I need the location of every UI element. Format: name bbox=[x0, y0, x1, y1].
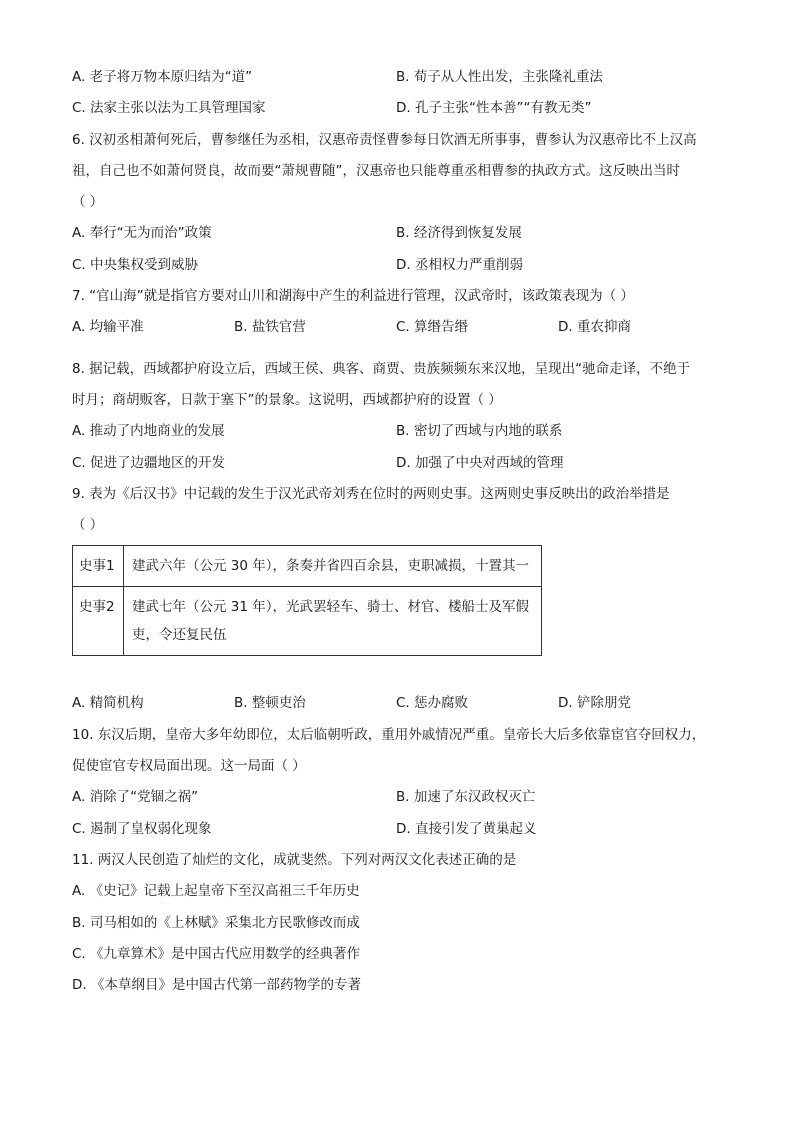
exam-page bbox=[72, 62, 732, 1001]
q6-answer-blank: （ ） bbox=[72, 194, 104, 211]
table-row bbox=[73, 587, 542, 656]
q6-option-a[interactable]: A. 奉行“无为而治”政策 bbox=[72, 225, 212, 242]
q9-option-c[interactable]: C. 惩办腐败 bbox=[396, 695, 469, 712]
q6-option-d[interactable]: D. 丞相权力严重削弱 bbox=[396, 256, 523, 273]
table-row bbox=[73, 546, 542, 587]
q10-stem-line-1: 10. 东汉后期，皇帝大多年幼即位，太后临朝听政，重用外戚情况严重。皇帝长大后多依靠宦官夺回权力， bbox=[72, 726, 706, 743]
q5-option-b[interactable]: B. 荀子从人性出发，主张隆礼重法 bbox=[396, 69, 603, 85]
event-text: 建武七年（公元 31 年），光武罢轻车、骑士、材官、楼船士及军假吏，令还复民伍 bbox=[124, 587, 542, 656]
q10-options-row-2 bbox=[72, 814, 732, 845]
q7-option-c[interactable]: C. 算缗告缗 bbox=[396, 319, 469, 336]
q8-stem-line-2: 时月；商胡贩客，日款于塞下”的景象。这说明，西域都护府的设置（ ） bbox=[72, 391, 502, 408]
q9-option-d[interactable]: D. 铲除朋党 bbox=[558, 695, 631, 712]
q11-option-a[interactable]: A. 《史记》记载上起皇帝下至汉高祖三千年历史 bbox=[72, 883, 360, 900]
q11-option-b[interactable]: B. 司马相如的《上林赋》采集北方民歌修改而成 bbox=[72, 914, 360, 931]
event-text: 建武六年（公元 30 年），条奏并省四百余县，吏职减损，十置其一 bbox=[124, 546, 542, 587]
q6-stem-line-2: 祖，自己也不如萧何贤良，故而要“萧规曹随”，汉惠帝也只能尊重丞相曹参的执政方式。这反映出当时 bbox=[72, 162, 680, 179]
q5-option-c[interactable]: C. 法家主张以法为工具管理国家 bbox=[72, 100, 266, 117]
q10-option-d[interactable]: D. 直接引发了黄巢起义 bbox=[396, 820, 537, 837]
historical-events-table bbox=[72, 545, 542, 656]
event-label: 史事1 bbox=[73, 546, 124, 587]
q5-option-d[interactable]: D. 孔子主张“性本善”“有教无类” bbox=[396, 100, 592, 117]
q6-stem-line-1: 6. 汉初丞相萧何死后，曹参继任为丞相，汉惠帝责怪曹参每日饮酒无所事事，曹参认为汉惠帝比不上汉高 bbox=[72, 131, 697, 148]
event-label: 史事2 bbox=[73, 587, 124, 656]
q11-option-d[interactable]: D. 《本草纲目》是中国古代第一部药物学的专著 bbox=[72, 977, 361, 994]
q9-option-b[interactable]: B. 整顿吏治 bbox=[234, 695, 306, 712]
q10-stem-line-2: 促使宦官专权局面出现。这一局面（ ） bbox=[72, 758, 306, 775]
q7-options-row bbox=[72, 312, 732, 343]
q5-options-row-2 bbox=[72, 93, 732, 124]
q9-option-a[interactable]: A. 精简机构 bbox=[72, 695, 144, 712]
q7-stem: 7. “官山海”就是指官方要对山川和湖海中产生的利益进行管理，汉武帝时，该政策表现为（ ） bbox=[72, 288, 634, 305]
q9-options-row bbox=[72, 688, 732, 719]
q7-option-b[interactable]: B. 盐铁官营 bbox=[234, 319, 306, 336]
q10-option-c[interactable]: C. 遏制了皇权弱化现象 bbox=[72, 820, 212, 837]
q9-answer-blank: （ ） bbox=[72, 517, 104, 534]
q6-option-c[interactable]: C. 中央集权受到威胁 bbox=[72, 256, 199, 273]
q10-option-b[interactable]: B. 加速了东汉政权灭亡 bbox=[396, 789, 536, 806]
q8-options-row-2 bbox=[72, 448, 732, 479]
q7-option-d[interactable]: D. 重农抑商 bbox=[558, 319, 631, 336]
q8-option-a[interactable]: A. 推动了内地商业的发展 bbox=[72, 423, 225, 440]
q8-option-b[interactable]: B. 密切了西域与内地的联系 bbox=[396, 423, 563, 440]
q11-option-c[interactable]: C. 《九章算术》是中国古代应用数学的经典著作 bbox=[72, 945, 361, 962]
spacer bbox=[72, 344, 732, 354]
q8-option-d[interactable]: D. 加强了中央对西域的管理 bbox=[396, 454, 564, 471]
q8-stem-line-1: 8. 据记载，西域都护府设立后，西域王侯、典客、商贾、贵族频频东来汉地，呈现出“驰命走译，不绝于 bbox=[72, 360, 691, 377]
q5-option-a[interactable]: A. 老子将万物本原归结为“道” bbox=[72, 69, 253, 85]
q6-option-b[interactable]: B. 经济得到恢复发展 bbox=[396, 225, 522, 242]
q8-options-row-1 bbox=[72, 416, 732, 447]
q8-option-c[interactable]: C. 促进了边疆地区的开发 bbox=[72, 454, 226, 471]
q11-stem: 11. 两汉人民创造了灿烂的文化，成就斐然。下列对两汉文化表述正确的是 bbox=[72, 851, 517, 868]
q5-options-row-1 bbox=[72, 62, 732, 93]
q9-stem-line-1: 9. 表为《后汉书》中记载的发生于汉光武帝刘秀在位时的两则史事。这两则史事反映出的政治举措是 bbox=[72, 485, 670, 502]
q10-option-a[interactable]: A. 消除了“党锢之祸” bbox=[72, 789, 199, 806]
q6-options-row-1 bbox=[72, 218, 732, 249]
q6-options-row-2 bbox=[72, 250, 732, 281]
q10-options-row-1 bbox=[72, 782, 732, 813]
q7-option-a[interactable]: A. 均输平准 bbox=[72, 319, 144, 336]
